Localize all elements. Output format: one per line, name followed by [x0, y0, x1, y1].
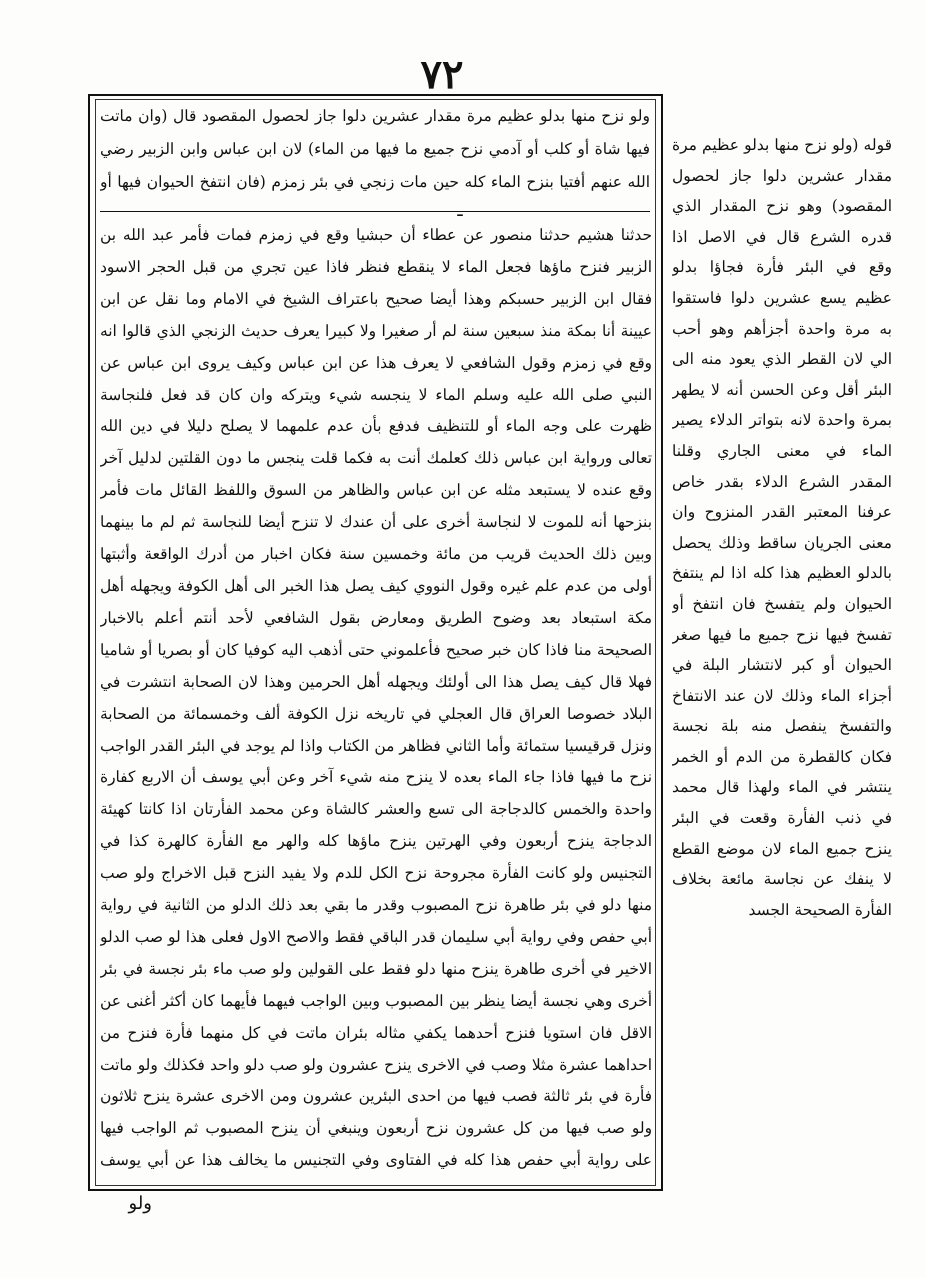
- margin-commentary: [672, 130, 892, 920]
- page-number: ٧٢: [420, 51, 464, 98]
- commentary-text-block: [100, 220, 652, 1180]
- margin-commentary-text: قوله (ولو نزح منها بدلو عظيم مرة مقدار عشرين دلوا جاز لحصول المقصود) وهو نزح المقدار الذي قدره الشرع قال في الاصل اذا وقع في البئر فأرة فجاؤا بدلو عظيم يسع عشرين دلوا فاستقوا به مرة واحدة أجزأهم وهو أحب الي لان القطر الذي يعود منه الى البئر أقل وعن الحسن أنه لا يطهر بمرة واحدة لانه بتواتر الدلاء يصير الماء في معنى الجاري وقلنا المقدر الشرع الدلاء بقدر خاص عرفنا المعتبر القدر المنزوح وان معنى الجريان ساقط وذلك يحصل بالدلو العظيم هذا كله اذا لم ينتفخ الحيوان ولم يتفسخ فان انتفخ أو تفسخ فيها نزح جميع ما فيها صغر الحيوان أو كبر لانتشار البلة في أجزاء الماء وذلك لان عند الانتفاخ والتفسخ ينفصل منه بلة نجسة فكان كالقطرة من الدم أو الخمر ينتشر في الماء ولهذا قال محمد في ذنب الفأرة وقعت في البئر ينزح جميع الماء لان موضع القطع لا ينفك عن نجاسة مائعة بخلاف الفأرة الصحيحة الجسد: [672, 136, 892, 919]
- catchword: ولو: [128, 1193, 152, 1214]
- divider-ornament: ـ: [457, 200, 463, 221]
- section-divider: [100, 211, 650, 212]
- matn-text-block: [100, 100, 650, 198]
- commentary-text: حدثنا هشيم حدثنا منصور عن عطاء أن حبشيا وقع في زمزم فمات فأمر عبد الله بن الزبير فنزح ماؤها فجعل الماء لا ينقطع فنظر فاذا عين تجري من قبل الحجر الاسود فقال ابن الزبير حسبكم وهذا أيضا صحيح باعتراف الشيخ في الامام وما نقل عن ابن عيينة أنا بمكة منذ سبعين سنة لم أر صغيرا ولا كبيرا يعرف حديث الزنجي الذي قالوا انه وقع في زمزم وقول الشافعي لا يعرف هذا عن ابن عباس وكيف يروى ابن عباس عن النبي صلى الله عليه وسلم الماء لا ينجسه شيء ويتركه وان كان قد فعل فلنجاسة ظهرت على وجه الماء أو للتنظيف فدفع بأن عدم علمهما لا يصلح دليلا في دين الله تعالى ورواية ابن عباس ذلك كعلمك أنت به فكما قلت ينجس ما دون القلتين لدليل آخر وقع عنده لا يستبعد مثله عن ابن عباس والظاهر من السوق واللفظ القائل مات فأمر بنزحها أنه للموت لا لنجاسة أخرى على أن عندك لا تنزح أيضا للنجاسة ثم لم ما بينهما وبين ذلك الحديث قريب من مائة وخمسين سنة فكان اخبار من أدرك الواقعة وأثبتها أولى من عدم علم غيره وقول النووي كيف يصل هذا الخبر الى أهل الكوفة ويجهله أهل مكة استبعاد بعد وضوح الطريق ومعارض بقول الشافعي لأحد أنتم أعلم بالاخبار الصحيحة منا فاذا كان خبر صحيح فأعلموني حتى أذهب اليه كوفيا كان أو بصريا أو شاميا فهلا قال كيف يصل هذا الى أولئك ويجهله أهل الحرمين وهذا لان الصحابة انتشرت في البلاد خصوصا العراق قال العجلي في تاريخه نزل الكوفة ألف وخمسمائة من الصحابة ونزل قرقيسيا ستمائة وأما الثاني فظاهر من الكتاب واذا لم يوجد في البئر القدر الواجب نزح ما فيها فاذا جاء الماء بعده لا ينزح منه شيء آخر وعن أبي يوسف أن الاربع كفارة واحدة والخمس كالدجاجة الى تسع والعشر كالشاة وعن محمد الفأرتان اذا كانتا كهيئة الدجاجة ينزح أربعون وفي الهرتين ينزح ماؤها كله والهر مع الفأرة كالهرة كذا في التجنيس ولو كانت الفأرة مجروحة نزح الكل للدم ولا يفيد النزح قبل الاخراج ولو صب منها دلو في بئر طاهرة نزح المصبوب وقدر ما بقي بعد ذلك الدلو من الثانية في رواية أبي حفص وفي رواية أبي سليمان قدر الباقي فقط والاصح الاول فعلى هذا لو صب الدلو الاخير في أخرى طاهرة ينزح منها دلو فقط على القولين ولو صب ماء بئر نجسة في بئر أخرى وهي نجسة أيضا ينظر بين المصبوب وبين الواجب فيهما فأيهما كان أكثر أغنى عن الاقل فان استويا فنزح أحدهما يكفي مثاله بئران ماتت في كل منهما فأرة فنزح من احداهما عشرة مثلا وصب في الاخرى ينزح عشرون ولو صب دلو واحد فكذلك ولو ماتت فأرة في بئر ثالثة فصب فيها من احدى البئرين عشرون ومن الاخرى عشرة ينزح ثلاثون ولو صب فيها من كل عشرون نزح أربعون وينبغي أن ينزح المصبوب ثم الواجب فيها على رواية أبي حفص هذا كله في الفتاوى وفي التجنيس ما يخالف هذا عن أبي يوسف: [100, 226, 652, 1170]
- matn-text: ولو نزح منها بدلو عظيم مرة مقدار عشرين دلوا جاز لحصول المقصود قال (وان ماتت فيها شاة أو كلب أو آدمي نزح جميع ما فيها من الماء) لان ابن عباس وابن الزبير رضي الله عنهم أفتيا بنزح الماء كله حين مات زنجي في بئر زمزم (فان انتفخ الحيوان فيها أو: [100, 107, 650, 191]
